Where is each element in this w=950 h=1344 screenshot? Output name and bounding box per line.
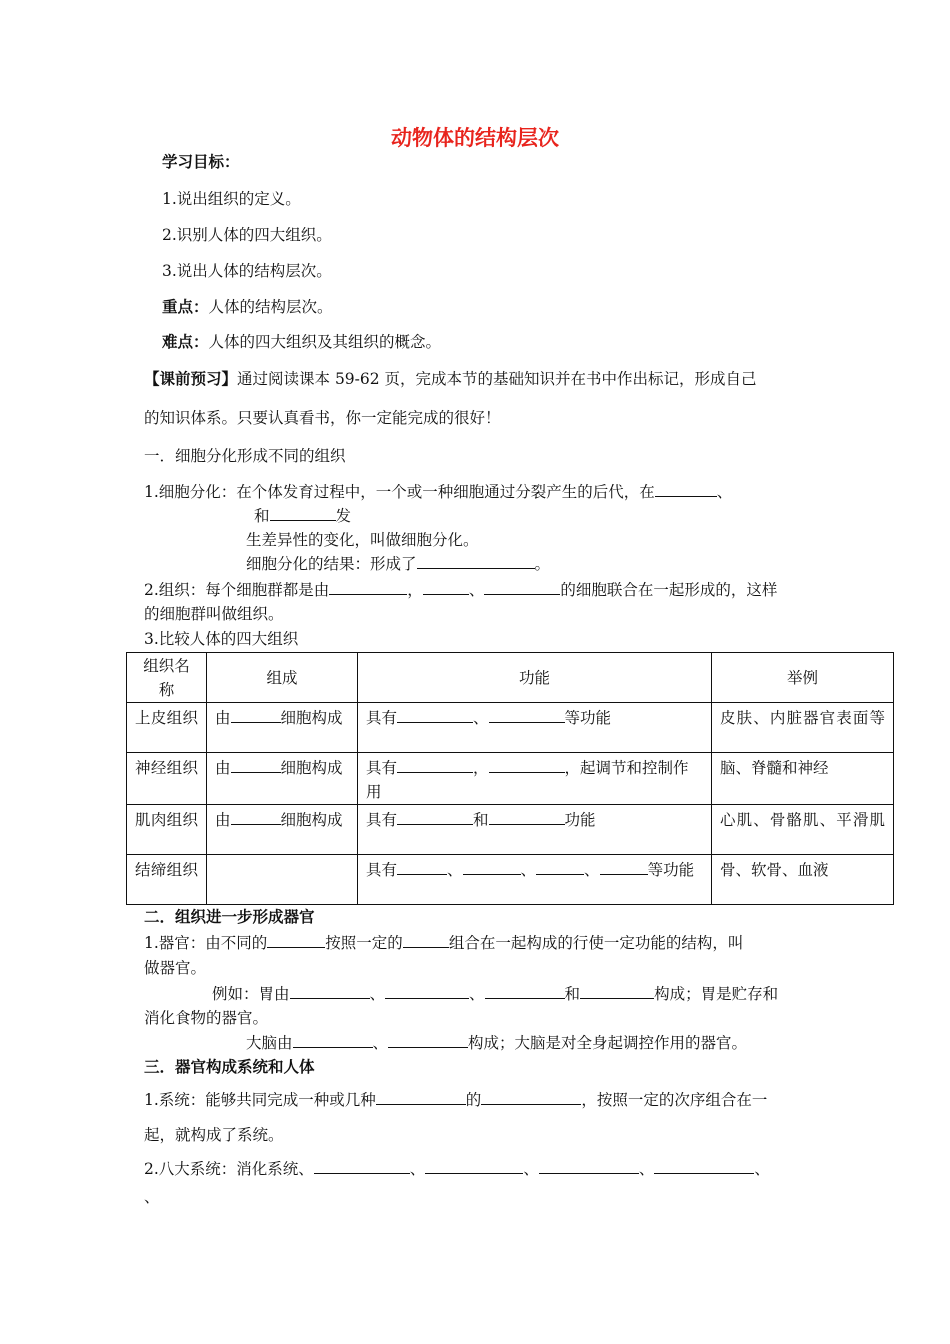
example-cell: 心肌、骨骼肌、平滑肌 — [712, 805, 894, 855]
difficulty-text: 人体的四大组织及其组织的概念。 — [208, 333, 442, 351]
blank[interactable] — [417, 553, 535, 569]
function-cell: 具有 ， ，起调节和控制作用 — [358, 753, 712, 805]
function-cell: 具有 和 功能 — [358, 805, 712, 855]
goals-heading: 学习目标： — [162, 152, 240, 171]
blank[interactable] — [580, 983, 654, 999]
blank[interactable] — [329, 579, 407, 595]
composition-cell: 由 细胞构成 — [207, 805, 358, 855]
example-cell: 脑、脊髓和神经 — [712, 753, 894, 805]
blank[interactable] — [385, 983, 469, 999]
table-header-row — [127, 653, 894, 703]
header-example: 举例 — [712, 653, 894, 703]
difficulty-label: 难点： — [162, 332, 209, 351]
section3-heading: 三．器官构成系统和人体 — [144, 1057, 315, 1076]
blank[interactable] — [267, 932, 325, 948]
section1-item2-line2: 的细胞群叫做组织。 — [144, 605, 284, 623]
composition-cell — [207, 855, 358, 905]
blank[interactable] — [293, 1032, 373, 1048]
section1-item1-line2: 和 发 — [254, 507, 352, 525]
blank[interactable] — [397, 757, 473, 773]
key-point — [162, 296, 333, 318]
section1-item1-line3: 生差异性的变化，叫做细胞分化。 — [246, 531, 479, 549]
tissue-name: 上皮组织 — [127, 703, 207, 753]
section3-item1-line1: 1.系统：能够共同完成一种或几种 的 ，按照一定的次序组合在一 — [144, 1091, 768, 1109]
blank[interactable] — [489, 809, 565, 825]
goal-item-1: 1.说出组织的定义。 — [162, 190, 301, 208]
section1-item2-line1: 2.组织：每个细胞群都是由 ， 、 的细胞联合在一起形成的，这样 — [144, 581, 778, 599]
section2-example2: 大脑由 、 构成；大脑是对全身起调控作用的器官。 — [246, 1034, 748, 1052]
blank[interactable] — [489, 707, 565, 723]
table-row — [127, 753, 894, 805]
tissue-name: 神经组织 — [127, 753, 207, 805]
preview-label: 【课前预习】 — [144, 369, 238, 388]
function-cell: 具有 、 、 、 等功能 — [358, 855, 712, 905]
blank[interactable] — [403, 932, 449, 948]
section3-item2-continuation: 、 — [144, 1188, 160, 1206]
tissue-name: 结缔组织 — [127, 855, 207, 905]
key-point-text: 人体的结构层次。 — [208, 298, 333, 316]
blank[interactable] — [463, 859, 521, 875]
blank[interactable] — [231, 809, 281, 825]
blank[interactable] — [600, 859, 648, 875]
section1-item3: 3.比较人体的四大组织 — [144, 630, 299, 648]
header-composition: 组成 — [207, 653, 358, 703]
section1-item1-line4: 细胞分化的结果：形成了 。 — [246, 555, 551, 573]
example-cell: 皮肤、内脏器官表面等 — [712, 703, 894, 753]
blank[interactable] — [231, 757, 281, 773]
blank[interactable] — [425, 1158, 523, 1174]
table-row — [127, 703, 894, 753]
section3-item1-line2: 起，就构成了系统。 — [144, 1126, 284, 1144]
preview-line-2: 的知识体系。只要认真看书，你一定能完成的很好！ — [144, 409, 501, 427]
blank[interactable] — [290, 983, 370, 999]
blank[interactable] — [485, 983, 565, 999]
blank[interactable] — [376, 1089, 466, 1105]
section2-item1-line2: 做器官。 — [144, 959, 207, 977]
blank[interactable] — [481, 1089, 581, 1105]
function-cell: 具有 、 等功能 — [358, 703, 712, 753]
composition-cell: 由 细胞构成 — [207, 703, 358, 753]
goal-item-3: 3.说出人体的结构层次。 — [162, 262, 332, 280]
goal-item-2: 2.识别人体的四大组织。 — [162, 226, 332, 244]
section1-heading: 一．细胞分化形成不同的组织 — [144, 447, 346, 465]
tissue-name: 肌肉组织 — [127, 805, 207, 855]
blank[interactable] — [536, 859, 584, 875]
key-point-label: 重点： — [162, 297, 209, 316]
blank[interactable] — [231, 707, 281, 723]
header-tissue-name: 组织名称 — [127, 653, 207, 703]
section1-item1-line1: 1.细胞分化：在个体发育过程中，一个或一种细胞通过分裂产生的后代，在 、 — [144, 483, 733, 501]
section2-example1-line1: 例如：胃由 、 、 和 构成；胃是贮存和 — [212, 985, 779, 1003]
blank[interactable] — [489, 757, 565, 773]
composition-cell: 由 细胞构成 — [207, 753, 358, 805]
section3-item2: 2.八大系统：消化系统、 、 、 、 、 — [144, 1160, 770, 1178]
blank[interactable] — [654, 1158, 754, 1174]
blank[interactable] — [397, 859, 447, 875]
preview-line-1: 【课前预习】通过阅读课本 59-62 页，完成本节的基础知识并在书中作出标记，形成自己 — [144, 369, 757, 388]
blank[interactable] — [270, 505, 336, 521]
page-title: 动物体的结构层次 — [391, 125, 559, 150]
blank[interactable] — [397, 707, 473, 723]
blank[interactable] — [314, 1158, 410, 1174]
table-row — [127, 855, 894, 905]
blank[interactable] — [397, 809, 473, 825]
section2-item1-line1: 1.器官：由不同的 按照一定的 组合在一起构成的行使一定功能的结构，叫 — [144, 934, 744, 952]
section2-heading: 二．组织进一步形成器官 — [144, 907, 315, 926]
difficulty — [162, 331, 441, 353]
blank[interactable] — [423, 579, 469, 595]
blank[interactable] — [539, 1158, 639, 1174]
header-function: 功能 — [358, 653, 712, 703]
section2-example1-line2: 消化食物的器官。 — [144, 1009, 269, 1027]
blank[interactable] — [388, 1032, 468, 1048]
example-cell: 骨、软骨、血液 — [712, 855, 894, 905]
blank[interactable] — [484, 579, 560, 595]
blank[interactable] — [655, 481, 717, 497]
table-row — [127, 805, 894, 855]
tissue-comparison-table — [126, 652, 894, 905]
